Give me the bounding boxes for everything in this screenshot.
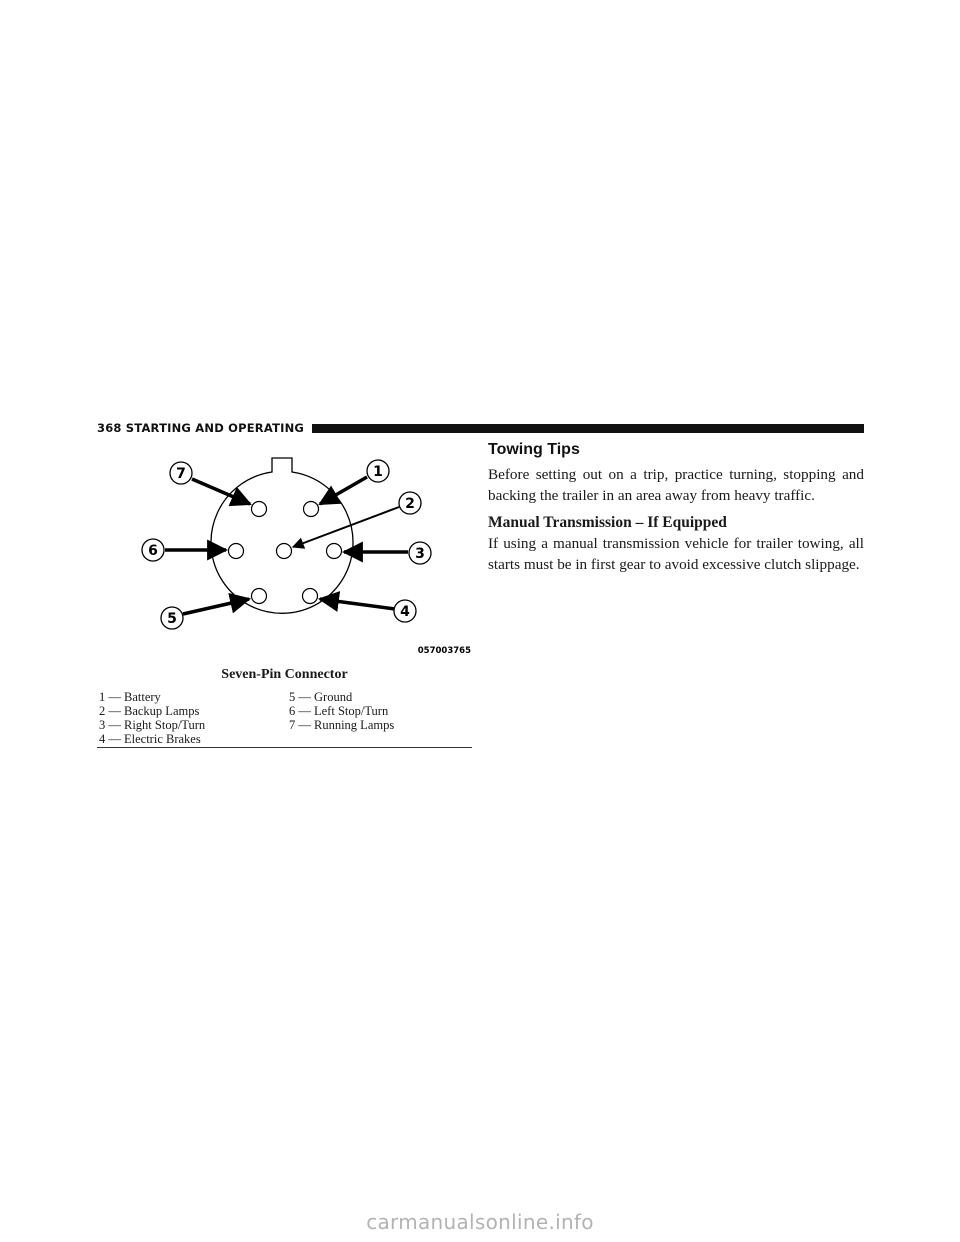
manual-transmission-body: If using a manual transmission vehicle for trailer towing, all starts must be in first gear to avoid excessive clutch slippage.: [488, 535, 864, 573]
arrow-4: [320, 599, 395, 609]
towing-tips-section: [488, 441, 864, 583]
legend-divider: [97, 747, 472, 748]
seven-pin-connector-diagram: [97, 448, 475, 662]
callout-1: [367, 460, 389, 482]
arrow-5: [183, 599, 249, 614]
site-watermark: carmanualsonline.info: [366, 1210, 594, 1234]
svg-text:4: 4: [400, 604, 410, 620]
pin-7: [252, 502, 267, 517]
svg-text:6: 6: [148, 543, 158, 559]
pin-legend: [99, 690, 472, 746]
towing-tips-body: Before setting out on a trip, practice turning, stopping and backing the trailer in an area away from heavy traffic.: [488, 466, 864, 504]
figure-caption: Seven-Pin Connector: [221, 667, 348, 682]
pin-5: [252, 589, 267, 604]
legend-item: 7 — Running Lamps: [289, 718, 395, 732]
legend-item: 2 — Backup Lamps: [99, 704, 200, 718]
callout-7: [170, 462, 192, 484]
pin-3: [327, 544, 342, 559]
callout-4: [394, 600, 416, 622]
pin-4: [303, 589, 318, 604]
svg-text:5: 5: [167, 611, 177, 627]
legend-item: 1 — Battery: [99, 690, 161, 704]
legend-item: 4 — Electric Brakes: [99, 732, 201, 746]
pin-1: [304, 502, 319, 517]
header-bar: [312, 424, 864, 433]
page-header: [97, 420, 864, 436]
callout-5: [161, 607, 183, 629]
legend-item: [289, 732, 472, 746]
legend-item: 3 — Right Stop/Turn: [99, 718, 206, 732]
pin-6: [229, 544, 244, 559]
connector-svg: [97, 448, 475, 662]
arrow-7: [192, 479, 250, 504]
svg-text:3: 3: [415, 546, 425, 562]
image-code: 057003765: [417, 646, 471, 656]
legend-item: 6 — Left Stop/Turn: [289, 704, 389, 718]
arrow-1: [320, 477, 367, 504]
legend-item: 5 — Ground: [289, 690, 353, 704]
callout-6: [142, 539, 164, 561]
pin-2: [277, 544, 292, 559]
svg-text:1: 1: [373, 464, 383, 480]
svg-text:7: 7: [176, 466, 186, 482]
connector-outline: [211, 458, 353, 613]
towing-tips-heading: Towing Tips: [488, 441, 580, 458]
callout-3: [409, 542, 431, 564]
header-text: 368 STARTING AND OPERATING: [97, 421, 305, 435]
svg-text:2: 2: [405, 496, 415, 512]
manual-transmission-heading: Manual Transmission – If Equipped: [488, 514, 727, 531]
callout-2: [399, 492, 421, 514]
